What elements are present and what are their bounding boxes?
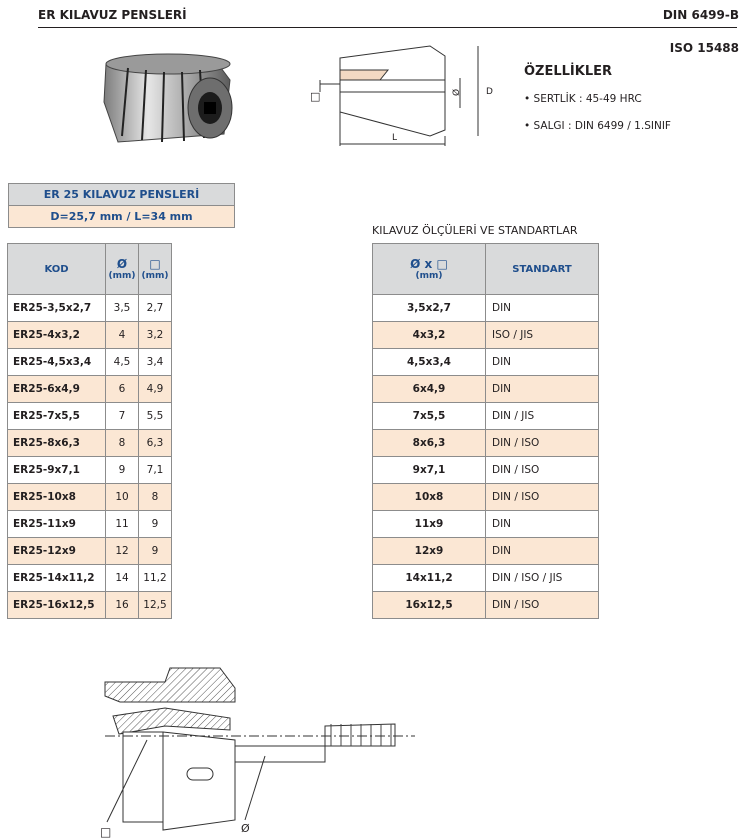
size-cell: 9x7,1: [373, 457, 486, 484]
diameter-cell: 11: [106, 511, 139, 538]
square-cell: 5,5: [139, 403, 172, 430]
code-cell: ER25-8x6,3: [8, 430, 106, 457]
code-cell: ER25-16x12,5: [8, 592, 106, 619]
header-divider: [38, 27, 737, 28]
standard-cell: DIN: [486, 511, 599, 538]
code-cell: ER25-10x8: [8, 484, 106, 511]
standards-table-row: [373, 538, 599, 565]
square-cell: 2,7: [139, 295, 172, 322]
collet-photo: [98, 42, 238, 152]
outer-diameter-dimension-label: D: [486, 87, 493, 97]
diameter-cell: 8: [106, 430, 139, 457]
code-cell: ER25-3,5x2,7: [8, 295, 106, 322]
standard-cell: DIN / JIS: [486, 403, 599, 430]
codes-table-row: [8, 295, 172, 322]
codes-table-row: [8, 538, 172, 565]
codes-header-row: [8, 244, 172, 295]
standards-table-row: [373, 430, 599, 457]
codes-table-row: [8, 511, 172, 538]
square-cell: 9: [139, 511, 172, 538]
square-cell: 4,9: [139, 376, 172, 403]
size-cell: 16x12,5: [373, 592, 486, 619]
features-title: ÖZELLİKLER: [524, 64, 613, 79]
page-title: ER KILAVUZ PENSLERİ: [38, 8, 187, 22]
code-cell: ER25-4x3,2: [8, 322, 106, 349]
standards-header-row: [373, 244, 599, 295]
collet-dimension-drawing: [310, 42, 500, 157]
standards-table-row: [373, 511, 599, 538]
standard-cell: DIN: [486, 349, 599, 376]
code-cell: ER25-11x9: [8, 511, 106, 538]
size-cell: 12x9: [373, 538, 486, 565]
codes-table-row: [8, 349, 172, 376]
tap-holder-assembly-drawing: [95, 660, 425, 840]
square-cell: 9: [139, 538, 172, 565]
standards-table-row: [373, 592, 599, 619]
codes-table-row: [8, 457, 172, 484]
series-dimensions: D=25,7 mm / L=34 mm: [9, 206, 234, 227]
standards-table-row: [373, 349, 599, 376]
square-cell: 6,3: [139, 430, 172, 457]
size-cell: 14x11,2: [373, 565, 486, 592]
size-column-header: Ø x □ (mm): [373, 244, 486, 295]
size-cell: 7x5,5: [373, 403, 486, 430]
code-cell: ER25-6x4,9: [8, 376, 106, 403]
diameter-cell: 6: [106, 376, 139, 403]
codes-table-row: [8, 430, 172, 457]
feature-runout: • SALGI : DIN 6499 / 1.SINIF: [524, 120, 671, 132]
codes-table-row: [8, 484, 172, 511]
size-cell: 3,5x2,7: [373, 295, 486, 322]
standard-cell: DIN / ISO: [486, 430, 599, 457]
standards-table-row: [373, 295, 599, 322]
diameter-cell: 16: [106, 592, 139, 619]
standard-cell: ISO / JIS: [486, 322, 599, 349]
standards-table-row: [373, 457, 599, 484]
standard-cell: DIN / ISO: [486, 457, 599, 484]
standards-table: [372, 243, 599, 619]
size-cell: 8x6,3: [373, 430, 486, 457]
bottom-square-label: □: [100, 825, 112, 839]
diameter-cell: 3,5: [106, 295, 139, 322]
diameter-cell: 7: [106, 403, 139, 430]
square-cell: 3,2: [139, 322, 172, 349]
size-cell: 6x4,9: [373, 376, 486, 403]
code-cell: ER25-12x9: [8, 538, 106, 565]
size-cell: 4x3,2: [373, 322, 486, 349]
codes-table-row: [8, 592, 172, 619]
bottom-diameter-label: Ø: [241, 822, 250, 835]
standards-table-row: [373, 376, 599, 403]
diameter-cell: 4: [106, 322, 139, 349]
size-cell: 4,5x3,4: [373, 349, 486, 376]
standards-caption: KILAVUZ ÖLÇÜLERİ VE STANDARTLAR: [372, 224, 578, 237]
code-cell: ER25-4,5x3,4: [8, 349, 106, 376]
size-cell: 11x9: [373, 511, 486, 538]
standards-table-row: [373, 484, 599, 511]
diameter-cell: 9: [106, 457, 139, 484]
square-cell: 3,4: [139, 349, 172, 376]
codes-table-row: [8, 565, 172, 592]
standard-column-header: STANDART: [486, 244, 599, 295]
codes-table-row: [8, 322, 172, 349]
diameter-cell: 10: [106, 484, 139, 511]
standards-table-row: [373, 403, 599, 430]
size-cell: 10x8: [373, 484, 486, 511]
feature-hardness: • SERTLİK : 45-49 HRC: [524, 93, 642, 105]
square-column-header: □ (mm): [139, 244, 172, 295]
codes-table: [7, 243, 172, 619]
square-cell: 11,2: [139, 565, 172, 592]
square-cell: 7,1: [139, 457, 172, 484]
diameter-cell: 14: [106, 565, 139, 592]
standards-table-row: [373, 565, 599, 592]
codes-table-row: [8, 376, 172, 403]
code-column-header: KOD: [8, 244, 106, 295]
standard-cell: DIN: [486, 295, 599, 322]
square-dimension-label: □: [310, 90, 321, 103]
code-cell: ER25-9x7,1: [8, 457, 106, 484]
codes-table-row: [8, 403, 172, 430]
standard-cell: DIN: [486, 376, 599, 403]
diameter-dimension-label: Ø: [452, 88, 462, 96]
standard-cell: DIN: [486, 538, 599, 565]
standard-cell: DIN / ISO: [486, 484, 599, 511]
standards-table-row: [373, 322, 599, 349]
iso-label: ISO 15488: [669, 41, 739, 55]
series-title: ER 25 KILAVUZ PENSLERİ: [9, 184, 234, 206]
features-block: [524, 64, 671, 147]
series-info-box: [8, 183, 235, 228]
standard-cell: DIN / ISO: [486, 592, 599, 619]
code-cell: ER25-14x11,2: [8, 565, 106, 592]
square-cell: 8: [139, 484, 172, 511]
standard-cell: DIN / ISO / JIS: [486, 565, 599, 592]
diameter-cell: 4,5: [106, 349, 139, 376]
square-cell: 12,5: [139, 592, 172, 619]
standard-label: DIN 6499-B: [662, 8, 739, 22]
length-dimension-label: L: [392, 133, 398, 143]
code-cell: ER25-7x5,5: [8, 403, 106, 430]
diameter-cell: 12: [106, 538, 139, 565]
diameter-column-header: Ø (mm): [106, 244, 139, 295]
